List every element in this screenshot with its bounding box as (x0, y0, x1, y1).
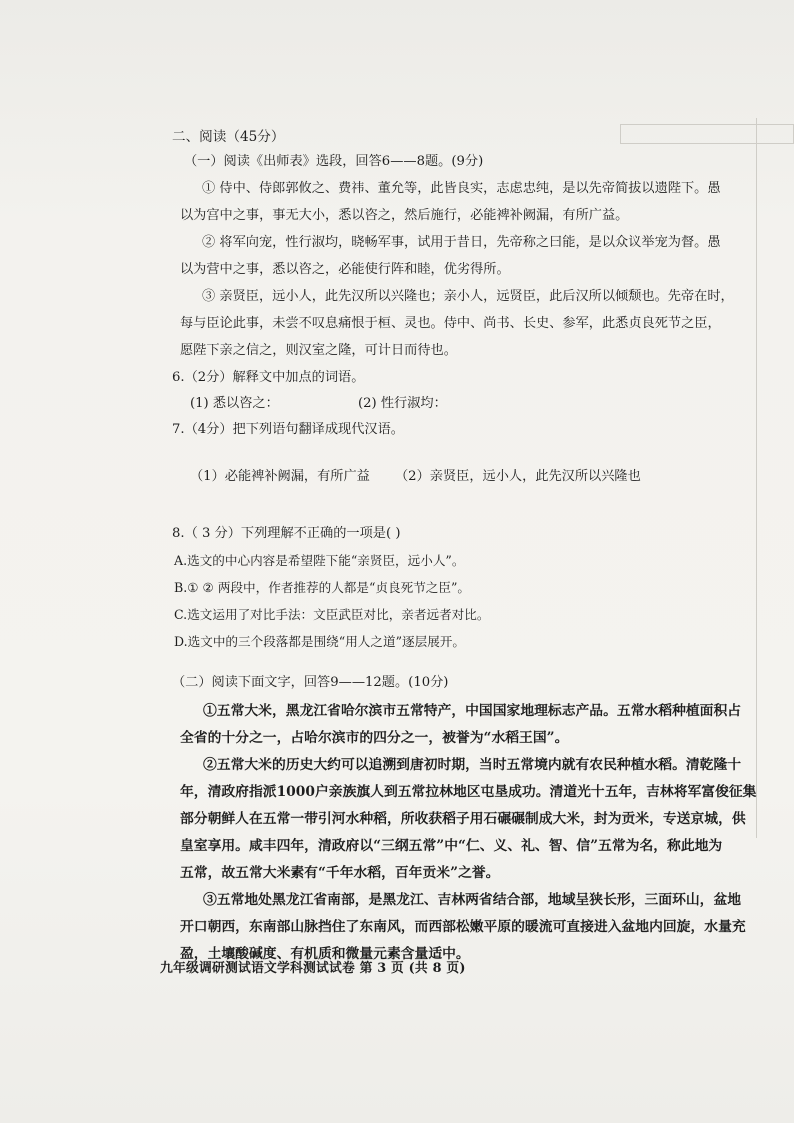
text-line: (1) 悉以咨之： (190, 396, 279, 411)
text-line: ② 将军向宠，性行淑均，晓畅军事，试用于昔日，先帝称之曰能，是以众议举宠为督。愚 (202, 235, 721, 250)
text-line: 部分朝鲜人在五常一带引河水种稻，所收获稻子用石碾碾制成大米，封为贡米，专送京城，供 (180, 811, 746, 827)
page-footer: 九年级调研测试语文学科测试试卷 第 3 页 (共 8 页) (160, 961, 466, 976)
text-line: 6.（2分）解释文中加点的词语。 (172, 370, 365, 385)
text-line: ①五常大米，黑龙江省哈尔滨市五常特产，中国国家地理标志产品。五常水稻种植面积占 (203, 703, 742, 719)
text-line: （1）必能裨补阙漏，有所广益 (190, 469, 370, 484)
text-line: ③ 亲贤臣，远小人，此先汉所以兴隆也；亲小人，远贤臣，此后汉所以倾颓也。先帝在时， (202, 289, 734, 304)
bleed-column-edge (756, 118, 793, 838)
text-line: 二、阅读（45分） (172, 129, 285, 145)
text-line: (2) 性行淑均： (358, 396, 447, 411)
text-line: C.选文运用了对比手法：文臣武臣对比，亲者远者对比。 (174, 607, 490, 622)
text-line: ③五常地处黑龙江省南部，是黑龙江、吉林两省结合部，地域呈狭长形，三面环山，盆地 (203, 892, 742, 908)
text-line: 每与臣论此事，未尝不叹息痛恨于桓、灵也。侍中、尚书、长史、参军，此悉贞良死节之臣， (180, 316, 721, 331)
text-line: 8.（ 3 分）下列理解不正确的一项是( ) (172, 526, 401, 541)
text-line: 五常，故五常大米素有“千年水稻，百年贡米”之誉。 (180, 865, 500, 881)
text-line: ① 侍中、侍郎郭攸之、费祎、董允等，此皆良实，志虑忠纯，是以先帝简拔以遗陛下。愚 (202, 181, 721, 196)
text-line: 以为营中之事，悉以咨之，必能使行阵和睦，优劣得所。 (180, 262, 510, 277)
text-line: 年，清政府指派1000户亲族旗人到五常拉林地区屯垦成功。清道光十五年，吉林将军富俊征集 (180, 784, 757, 800)
text-line: 开口朝西，东南部山脉挡住了东南风，而西部松嫩平原的暖流可直接进入盆地内回旋，水量充 (180, 919, 746, 935)
text-line: A.选文的中心内容是希望陛下能“亲贤臣，远小人”。 (174, 553, 465, 568)
text-line: ②五常大米的历史大约可以追溯到唐初时期，当时五常境内就有农民种植水稻。清乾隆十 (203, 757, 742, 773)
text-line: B.① ② 两段中，作者推荐的人都是“贞良死节之臣”。 (174, 580, 471, 595)
text-line: 愿陛下亲之信之，则汉室之隆，可计日而待也。 (180, 343, 457, 358)
text-line: 全省的十分之一，占哈尔滨市的四分之一，被誉为“水稻王国”。 (180, 730, 569, 746)
text-line: （二）阅读下面文字，回答9——12题。(10分) (172, 675, 449, 690)
text-line: 皇室享用。咸丰四年，清政府以“三纲五常”中“仁、义、礼、智、信”五常为名，称此地为 (180, 838, 723, 854)
text-line: 7.（4分）把下列语句翻译成现代汉语。 (172, 422, 404, 437)
text-line: D.选文中的三个段落都是围绕“用人之道”逐层展开。 (174, 634, 465, 649)
text-line: （2）亲贤臣，远小人，此先汉所以兴隆也 (395, 469, 641, 484)
text-line: 盈，土壤酸碱度、有机质和微量元素含量适中。 (180, 946, 470, 962)
text-line: 以为宫中之事，事无大小，悉以咨之，然后施行，必能裨补阙漏，有所广益。 (180, 208, 629, 223)
text-line: （一）阅读《出师表》选段，回答6——8题。(9分) (184, 154, 484, 169)
